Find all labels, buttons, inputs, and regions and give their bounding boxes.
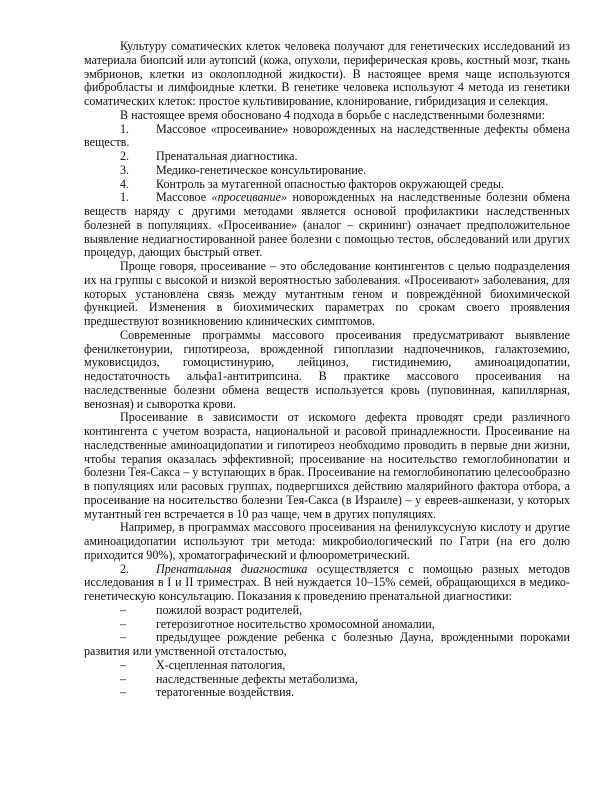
dash-bullet: – <box>120 671 127 686</box>
dash-bullet: – <box>120 602 127 617</box>
dash-bullet: – <box>120 657 127 672</box>
item-text: Контроль за мутагенной опасностью факторов окружающей среды. <box>156 176 505 191</box>
section-number: 1. <box>120 190 130 205</box>
item-text: Медико-генетическое консультирование. <box>156 162 367 177</box>
intro-paragraph: Культуру соматических клеток человека получают для генетических исследований из материала биопсий или аутопсий (кожа, опухоли, периферическая кровь, костный мозг, ткань эмбрионов, клетки из околоплодной жидкости). В настоящее время чаще используются фибробласты и лимфоидные клетки. В генетике человека используют 4 метода из генетики соматических клеток: простое культивирование, клонирование, гибридизация и селекция. <box>84 39 570 108</box>
indication-item <box>84 686 570 700</box>
indication-text: наследственные дефекты метаболизма, <box>156 671 358 686</box>
approach-item <box>84 150 570 164</box>
section-text: новорожденных на наследственные болезни обмена веществ наряду с другими методами является основой профилактики наследственных болезней в популяциях. «Просеивание» (аналог – скрининг) означает предположительное выявление недиагностированной ранее болезни с помощью тестов, обследований или других процедур, дающих быстрый ответ. <box>84 190 570 260</box>
approach-item <box>84 178 570 192</box>
section-term: «просеивание» <box>211 190 288 205</box>
indication-item <box>84 659 570 673</box>
dash-bullet: – <box>120 685 127 700</box>
indication-text: предыдущее рождение ребенка с болезнью Дауна, врожденными пороками развития или умственной отсталостью, <box>84 630 570 658</box>
item-text: Пренатальная диагностика. <box>156 149 298 163</box>
section-lead: Массовое <box>156 190 212 205</box>
section-1-paragraph <box>84 191 570 260</box>
indication-item <box>84 604 570 618</box>
screening-population-paragraph: Просеивание в зависимости от искомого дефекта проводят среди различного контингента с учетом возраста, национальной и расовой принадлежности. Просеивание на наследственные аминоацидопатии и гипотиреоз необходимо проводить в первые дни жизни, чтобы терапия оказалась эффективной; просеивание на носительство гемоглобинопатии и болезни Тея-Сакса – у вступающих в брак. Просеивание на гемоглобинопатию целесообразно в популяциях или расовых группах, подвергшихся действию малярийного фактора отбора, а просеивание на носительство болезни Тея-Сакса (в Израиле) – у евреев-ашкенази, у которых мутантный ген встречается в 10 раз чаще, чем в других популяциях. <box>84 410 570 521</box>
section-text: осуществляется с помощью разных методов исследования в I и II триместрах. В ней нуждается 10–15% семей, обращающихся в медико-генетическую консультацию. Показания к проведению пренатальной диагностики: <box>84 561 571 603</box>
item-number: 1. <box>120 121 130 136</box>
screening-programs-paragraph: Современные программы массового просеивания предусматривают выявление фенилкетонурии, гипотиреоза, врожденной гипоплазии надпочечников, галактоземию, муковисцидоз, гомоцистинурию, лейциноз, гистидинемию, аминоацидопатии, недостаточность альфа1-антитрипсина. В практике массового просеивания на наследственные болезни обмена веществ используется кровь (пуповинная, капиллярная, венозная) и сыворотка крови. <box>84 327 570 411</box>
indication-item <box>84 618 570 632</box>
section-2-paragraph <box>84 563 570 604</box>
approaches-intro: В настоящее время обосновано 4 подхода в борьбе с наследственными болезнями: <box>120 107 545 122</box>
item-number: 2. <box>120 149 130 163</box>
item-number: 3. <box>120 162 130 177</box>
section-number: 2. <box>120 561 130 576</box>
indication-item <box>84 673 570 687</box>
indications-list <box>84 604 570 700</box>
document-page <box>84 40 570 700</box>
item-number: 4. <box>120 176 130 191</box>
dash-bullet: – <box>120 630 127 645</box>
indication-item <box>84 631 570 659</box>
screening-definition-paragraph: Проще говоря, просеивание – это обследование контингентов с целью подразделения их на группы с высокой и низкой вероятностью заболевания. «Просеивают» заболевания, для которых установлена связь между мутантным геном и повреждённой биохимической функцией. Изменения в биохимических параметрах по срокам своего проявления предшествуют возникновению клинических симптомов. <box>84 259 570 328</box>
approach-item <box>84 164 570 178</box>
approaches-list <box>84 123 570 192</box>
section-term: Пренатальная диагностика <box>156 561 308 576</box>
screening-example-paragraph: Например, в программах массового просеивания на фенилуксусную кислоту и другие аминоацидопатии используют три метода: микробиологический по Гатри (на его долю приходится 90%), хроматографический и флюорометрический. <box>84 520 570 562</box>
indication-text: Х-сцепленная патология, <box>156 657 286 672</box>
indication-text: тератогенные воздействия. <box>156 685 295 700</box>
item-text: Массовое «просеивание» новорожденных на наследственные дефекты обмена веществ. <box>84 121 570 150</box>
dash-bullet: – <box>120 616 127 631</box>
indication-text: гетерозиготное носительство хромосомной аномалии, <box>156 616 435 631</box>
approach-item <box>84 123 570 151</box>
indication-text: пожилой возраст родителей, <box>156 602 303 617</box>
